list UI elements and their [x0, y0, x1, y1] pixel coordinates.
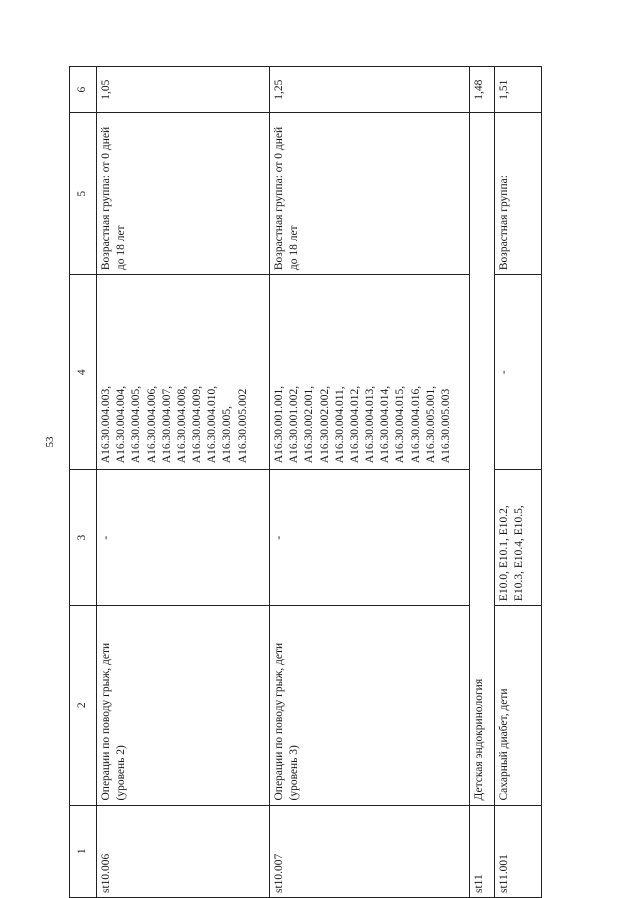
service-code: A16.30.001.002, — [288, 385, 301, 464]
col-header-2: 2 — [70, 606, 97, 805]
col-header-5: 5 — [70, 113, 97, 275]
col-header-1: 1 — [70, 805, 97, 897]
row-criteria: Возрастная группа: — [495, 113, 542, 275]
service-code: A16.30.004.008, — [175, 385, 188, 464]
row-name: Сахарный диабет, дети — [495, 606, 542, 805]
service-code: A16.30.004.013, — [364, 385, 377, 464]
row-code: st10.006 — [97, 805, 270, 897]
service-code: A16.30.004.015, — [394, 385, 407, 464]
row-services — [270, 275, 470, 470]
row-code: st11.001 — [495, 805, 542, 897]
service-code: A16.30.002.002, — [318, 385, 331, 464]
row-coef: 1,05 — [97, 67, 270, 113]
table-row — [495, 67, 542, 898]
service-code: A16.30.004.006, — [145, 385, 158, 464]
section-title: Детская эндокринология — [470, 113, 495, 805]
header-row — [70, 67, 97, 898]
section-row — [470, 67, 495, 898]
row-name: Операции по поводу грыж, дети (уровень 3) — [270, 606, 470, 805]
table-rotated-container — [69, 66, 533, 898]
table-row — [270, 67, 470, 898]
table-row — [97, 67, 270, 898]
service-code: A16.30.004.003, — [100, 385, 112, 464]
row-diag: - — [97, 470, 270, 606]
page-number: 53 — [44, 436, 56, 448]
row-diag: - — [270, 470, 470, 606]
row-coef: 1,25 — [270, 67, 470, 113]
service-code: A16.30.004.009, — [191, 385, 204, 464]
row-services — [97, 275, 270, 470]
service-code: A16.30.005.001, — [424, 385, 437, 464]
service-code: A16.30.004.014, — [379, 385, 392, 464]
service-code: A16.30.004.012, — [348, 385, 361, 464]
col-header-3: 3 — [70, 470, 97, 606]
col-header-4: 4 — [70, 275, 97, 470]
section-code: st11 — [470, 805, 495, 897]
section-coef: 1,48 — [470, 67, 495, 113]
service-code: A16.30.004.005, — [130, 385, 143, 464]
service-code: A16.30.001.001, — [273, 385, 285, 464]
service-code: A16.30.005, — [221, 406, 234, 464]
service-code: A16.30.004.007, — [160, 385, 173, 464]
row-coef: 1,51 — [495, 67, 542, 113]
service-code: A16.30.004.016, — [409, 385, 422, 464]
service-code: A16.30.005.003 — [439, 388, 452, 464]
col-header-6: 6 — [70, 67, 97, 113]
service-code: A16.30.005.002 — [236, 388, 249, 464]
tariff-table — [69, 66, 542, 898]
row-services: - — [495, 275, 542, 470]
table-rotation-frame — [69, 66, 533, 898]
service-code: A16.30.004.004, — [115, 385, 128, 464]
service-code: A16.30.004.010, — [206, 385, 219, 464]
row-code: st10.007 — [270, 805, 470, 897]
row-name: Операции по поводу грыж, дети (уровень 2) — [97, 606, 270, 805]
service-code: A16.30.002.001, — [303, 385, 316, 464]
row-diag: E10.0, E10.1, E10.2, E10.3, E10.4, E10.5, — [495, 470, 542, 606]
row-criteria: Возрастная группа: от 0 дней до 18 лет — [270, 113, 470, 275]
row-criteria: Возрастная группа: от 0 дней до 18 лет — [97, 113, 270, 275]
service-code: A16.30.004.011, — [333, 386, 346, 464]
